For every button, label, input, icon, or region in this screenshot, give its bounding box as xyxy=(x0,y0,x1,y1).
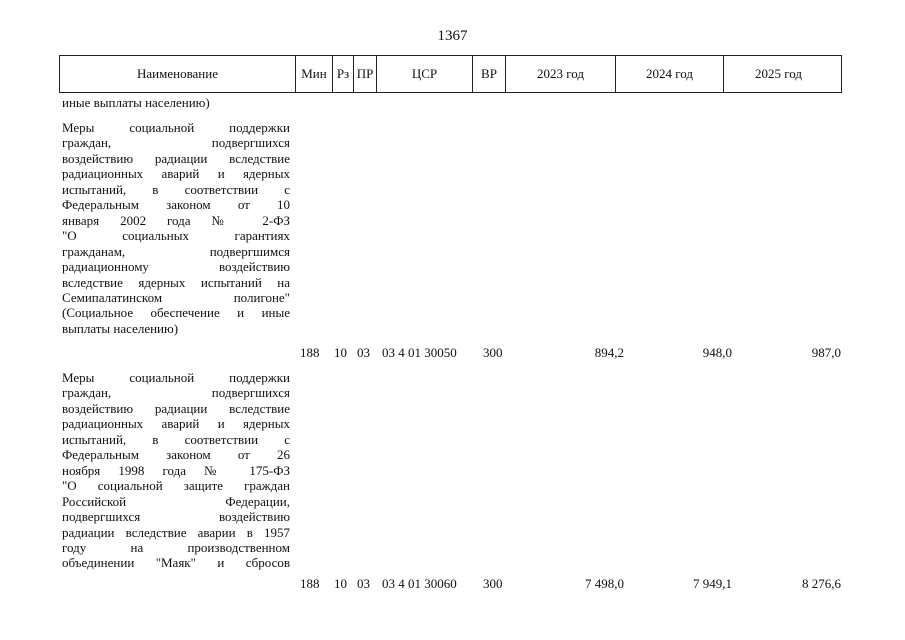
row-name-line: радиационных аварий и ядерных xyxy=(62,166,290,182)
row-name-line: объединении "Маяк" и сбросов xyxy=(62,555,290,571)
row-name-line: Федеральным законом от 26 xyxy=(62,447,290,463)
row-vr: 300 xyxy=(483,345,503,360)
row-name xyxy=(62,370,290,571)
row-name-line: Российской Федерации, xyxy=(62,493,290,509)
continuation-text: иные выплаты населению) xyxy=(62,95,210,110)
row-name-line: ноября 1998 года № 175-ФЗ xyxy=(62,462,290,478)
row-min: 188 xyxy=(300,576,320,591)
row-csr: 03 4 01 30060 xyxy=(382,576,457,591)
row-name-line: "О социальных гарантиях xyxy=(62,228,290,244)
header-2023: 2023 год xyxy=(506,56,616,92)
header-2024: 2024 год xyxy=(616,56,724,92)
row-min: 188 xyxy=(300,345,320,360)
row-2023: 7 498,0 xyxy=(585,576,624,591)
table-header xyxy=(59,55,842,93)
row-name-line: году на производственном xyxy=(62,539,290,555)
row-2024: 7 949,1 xyxy=(693,576,732,591)
row-name-line: граждан, подвергшихся xyxy=(62,135,290,151)
header-2025: 2025 год xyxy=(755,66,802,81)
row-name-line: радиации вследствие аварии в 1957 xyxy=(62,524,290,540)
header-vr: ВР xyxy=(473,56,506,92)
table-row xyxy=(62,370,842,600)
row-name-line: вследствие ядерных испытаний на xyxy=(62,274,290,290)
table-row xyxy=(62,120,842,360)
row-name-line: Меры социальной поддержки xyxy=(62,370,290,385)
row-name-line: испытаний, в соответствии с xyxy=(62,431,290,447)
row-pr: 03 xyxy=(357,576,370,591)
row-name-line: радиационных аварий и ядерных xyxy=(62,416,290,432)
row-name-line: воздействию радиации вследствие xyxy=(62,400,290,416)
row-2025: 8 276,6 xyxy=(802,576,841,591)
row-name-line: воздействию радиации вследствие xyxy=(62,150,290,166)
row-name-line: подвергшихся воздействию xyxy=(62,509,290,525)
header-pr: ПР xyxy=(354,56,377,92)
row-name-line: Семипалатинском полигоне" xyxy=(62,289,290,305)
row-name-line: выплаты населению) xyxy=(62,320,179,336)
header-min: Мин xyxy=(296,56,333,92)
row-rz: 10 xyxy=(334,576,347,591)
row-name-line: "О социальной защите граждан xyxy=(62,478,290,494)
page-number: 1367 xyxy=(437,28,468,44)
row-name-line: радиационному воздействию xyxy=(62,259,290,275)
row-csr: 03 4 01 30050 xyxy=(382,345,457,360)
row-name-line: января 2002 года № 2-ФЗ xyxy=(62,212,290,228)
row-2025: 987,0 xyxy=(811,345,841,360)
header-csr: ЦСР xyxy=(377,56,473,92)
row-2024: 948,0 xyxy=(702,345,732,360)
row-name-line: Меры социальной поддержки xyxy=(62,120,290,135)
row-name-line: граждан, подвергшихся xyxy=(62,385,290,401)
row-name xyxy=(62,120,290,336)
row-2023: 894,2 xyxy=(594,345,624,360)
row-name-line: испытаний, в соответствии с xyxy=(62,181,290,197)
row-vr: 300 xyxy=(483,576,503,591)
row-name-line: (Социальное обеспечение и иные xyxy=(62,305,290,321)
row-name-line: Федеральным законом от 10 xyxy=(62,197,290,213)
row-name-line: гражданам, подвергшимся xyxy=(62,243,290,259)
row-pr: 03 xyxy=(357,345,370,360)
header-rz: Рз xyxy=(333,56,354,92)
header-name: Наименование xyxy=(60,56,296,92)
row-rz: 10 xyxy=(334,345,347,360)
